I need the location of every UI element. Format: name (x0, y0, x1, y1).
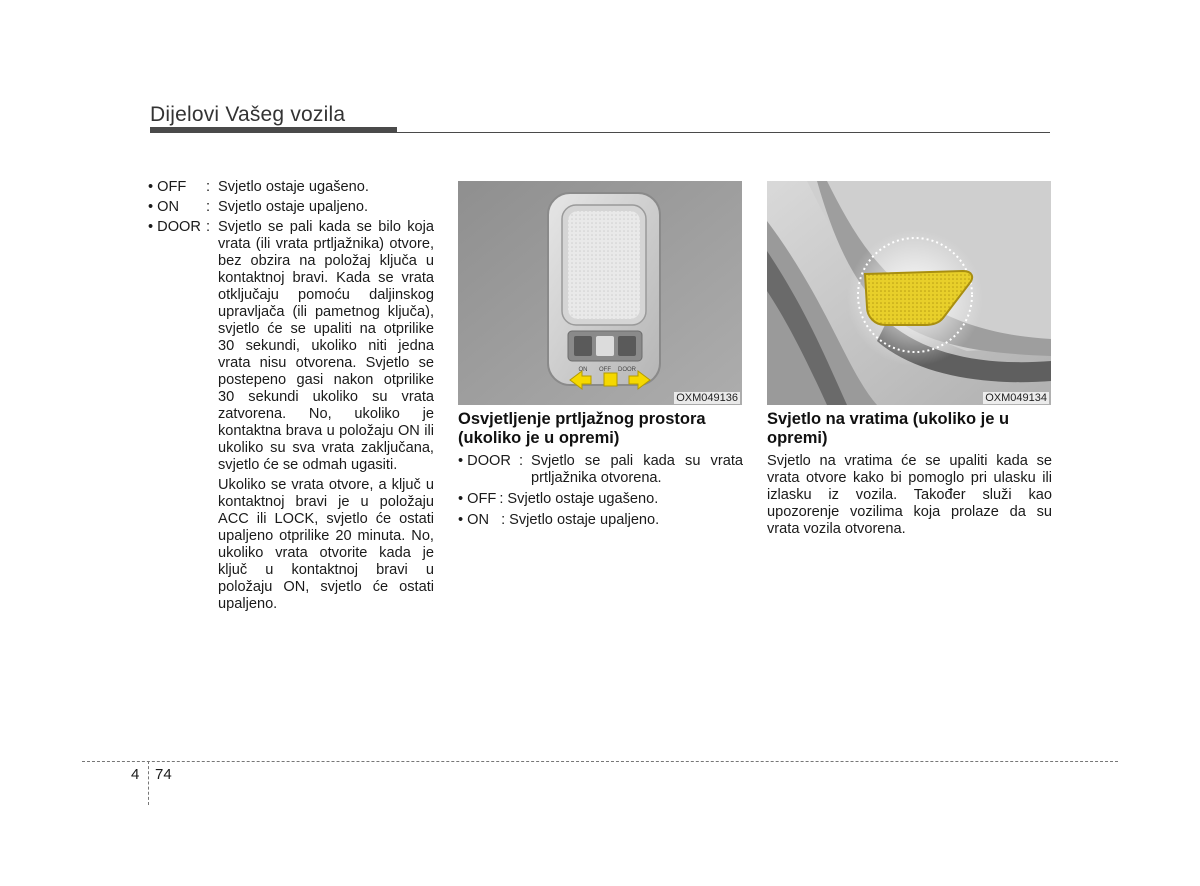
item-text: Svjetlo ostaje ugašeno. (218, 179, 369, 195)
list-item-on (148, 199, 434, 216)
list-item-door (148, 219, 434, 474)
list-item-off (148, 179, 434, 196)
square-indicator-icon (604, 373, 617, 386)
switch-label-door: DOOR (618, 367, 636, 373)
switch-label-off: OFF (599, 367, 611, 373)
footer-divider (148, 761, 149, 805)
footer-rule (82, 761, 1118, 762)
figure-door-lamp (767, 181, 1051, 405)
middle-column (458, 410, 743, 533)
cargo-lamp-illustration (458, 181, 742, 405)
item-text: Svjetlo ostaje upaljeno. (509, 512, 660, 528)
section-heading-door-lamp: Svjetlo na vratima (ukoliko je u opremi) (767, 410, 1010, 447)
figure-code: OXM049136 (676, 392, 738, 404)
chapter-number: 4 (131, 766, 140, 783)
item-colon: : (206, 199, 211, 215)
door-lamp-paragraph: Svjetlo na vratima će se upaliti kada se vrata otvore kako bi pomoglo pri ulasku ili izlasku iz vozila. Također služi kao upozorenje vozilima koja prolaze da su vrata vozila otvorena. (767, 453, 1052, 537)
item-colon: : (206, 219, 211, 235)
item-term: • OFF (148, 179, 187, 195)
item-term: • DOOR (148, 219, 201, 235)
left-column (148, 179, 434, 613)
figure-code: OXM049134 (985, 392, 1047, 404)
continuation-paragraph: Ukoliko se vrata otvore, a ključ u kontaktnoj bravi je u položaju ACC ili LOCK, svjetlo će ostati upaljeno otprilike 20 minuta. No, ukoliko vrata otvorite kada je ključ u kontaktnoj bravi u položaju ON, svjetlo će ostati upaljeno. (218, 477, 434, 612)
header-rule (150, 132, 1050, 133)
item-text: Svjetlo se pali kada su vrata prtljažnika otvorena. (531, 453, 743, 486)
door-lamp-illustration (767, 181, 1051, 405)
figure-cargo-lamp (458, 181, 742, 405)
item-term: • ON (458, 512, 490, 528)
item-term: • DOOR (458, 453, 511, 469)
item-text: Svjetlo ostaje upaljeno. (218, 199, 369, 215)
list-item-door (458, 453, 743, 487)
section-heading-cargo-lamp: Osvjetljenje prtljažnog prostora (ukoliko je u opremi) (458, 410, 706, 447)
switch-label-on: ON (578, 367, 588, 373)
item-term: • ON (148, 199, 180, 215)
right-column (767, 410, 1052, 538)
page-number: 74 (155, 766, 172, 783)
item-text: Svjetlo se pali kada se bilo koja vrata (ili vrata prtljažnika) otvore, bez obzira na položaj ključa u kontaktnoj bravi. Kada se vrata otključaju pomoću daljinskog upravljača (ili pametnog ključa), svjetlo će se upaliti na otprilike 30 sekundi, ukoliko niti jedna vrata nisu otvorena. Svjetlo se postepeno gasi nakon otprilike 30 sekundi ukoliko su vrata zatvorena. No, ukoliko je kontaktna brava u položaju ON ili ukoliko su sva vrata zaključana, svjetlo će se odmah ugasiti. (218, 219, 434, 473)
item-colon: : (206, 179, 211, 195)
list-item-off (458, 491, 743, 508)
item-text: Svjetlo ostaje ugašeno. (507, 491, 659, 507)
page-header-title: Dijelovi Vašeg vozila (150, 103, 346, 126)
item-term: • OFF (458, 491, 497, 507)
item-colon: : (499, 491, 504, 507)
item-colon: : (519, 453, 524, 469)
item-colon: : (501, 512, 506, 528)
list-item-on (458, 512, 743, 529)
